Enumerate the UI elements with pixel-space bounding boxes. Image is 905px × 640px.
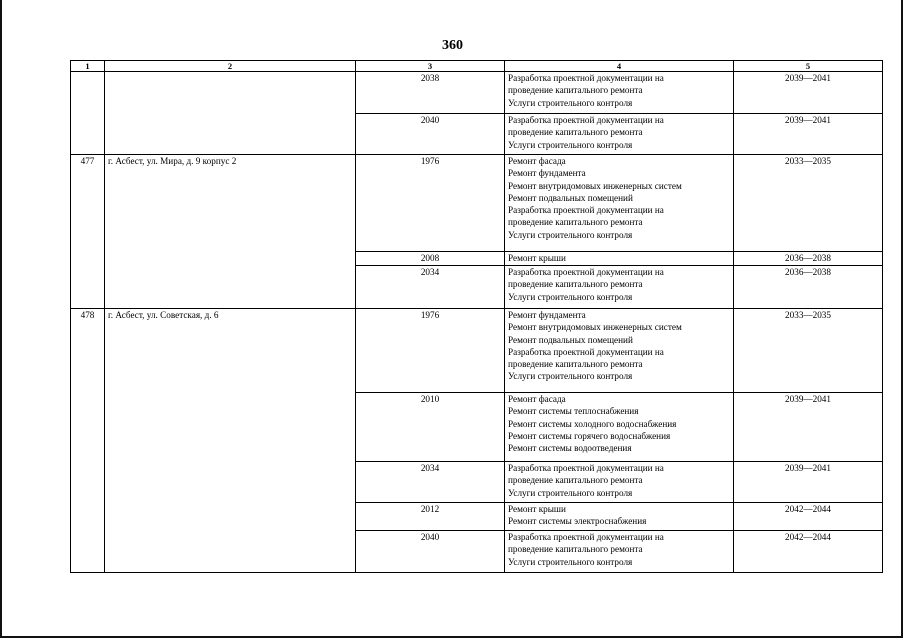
work-item: проведение капитального ремонта	[508, 127, 643, 138]
work-item: Ремонт фасада	[508, 394, 566, 404]
work-item: Разработка проектной документации на	[508, 463, 664, 473]
work-item: Ремонт крыши	[508, 504, 566, 514]
work-item: Ремонт системы горячего водоснабжения	[508, 430, 671, 441]
work-item: Ремонт фундамента	[508, 168, 586, 179]
work-item: Ремонт системы теплоснабжения	[508, 406, 639, 417]
row-number-cell: 477	[71, 155, 105, 309]
work-item: проведение капитального ремонта	[508, 475, 643, 486]
work-item: Ремонт системы электроснабжения	[508, 516, 647, 527]
address-cell: г. Асбест, ул. Мира, д. 9 корпус 2	[105, 155, 356, 309]
table-row	[71, 309, 883, 393]
work-item: Ремонт системы водоотведения	[508, 443, 632, 454]
address-cell: г. Асбест, ул. Советская, д. 6	[105, 309, 356, 573]
work-item: Ремонт внутридомовых инженерных систем	[508, 322, 682, 333]
period-cell: 2036—2038	[734, 252, 883, 266]
year-cell: 2012	[356, 503, 505, 531]
period-cell: 2036—2038	[734, 266, 883, 309]
year-cell: 2040	[356, 531, 505, 573]
year-cell: 2034	[356, 266, 505, 309]
work-item: Ремонт внутридомовых инженерных систем	[508, 180, 682, 191]
work-item: Услуги строительного контроля	[508, 97, 633, 108]
period-cell: 2039—2041	[734, 393, 883, 462]
work-item: Разработка проектной документации на	[508, 73, 664, 83]
works-cell	[505, 503, 734, 531]
period-cell: 2039—2041	[734, 72, 883, 114]
work-item: Ремонт подвальных помещений	[508, 192, 633, 203]
period-cell: 2039—2041	[734, 462, 883, 503]
table-row	[71, 72, 883, 114]
header-row	[71, 61, 883, 72]
works-cell	[505, 531, 734, 573]
year-cell: 2008	[356, 252, 505, 266]
work-item: проведение капитального ремонта	[508, 279, 643, 290]
column-header: 5	[734, 61, 883, 72]
repair-schedule-table	[70, 60, 883, 573]
work-item: Ремонт фасада	[508, 156, 566, 166]
year-cell: 2010	[356, 393, 505, 462]
work-item: Услуги строительного контроля	[508, 487, 633, 498]
work-item: проведение капитального ремонта	[508, 359, 643, 370]
period-cell: 2039—2041	[734, 114, 883, 155]
period-cell: 2033—2035	[734, 309, 883, 393]
year-cell: 1976	[356, 309, 505, 393]
work-item: Ремонт подвальных помещений	[508, 334, 633, 345]
work-item: Ремонт крыши	[508, 253, 566, 263]
period-cell: 2042—2044	[734, 503, 883, 531]
works-cell	[505, 114, 734, 155]
work-item: Ремонт системы холодного водоснабжения	[508, 418, 677, 429]
row-number-cell: 478	[71, 309, 105, 573]
work-item: Разработка проектной документации на	[508, 532, 664, 542]
table-row	[71, 155, 883, 252]
address-cell	[105, 72, 356, 155]
work-item: Услуги строительного контроля	[508, 229, 633, 240]
column-header: 4	[505, 61, 734, 72]
works-cell	[505, 266, 734, 309]
work-item: проведение капитального ремонта	[508, 85, 643, 96]
column-header: 2	[105, 61, 356, 72]
work-item: Услуги строительного контроля	[508, 139, 633, 150]
work-item: Разработка проектной документации на	[508, 205, 664, 216]
year-cell: 2034	[356, 462, 505, 503]
works-cell	[505, 462, 734, 503]
work-item: проведение капитального ремонта	[508, 544, 643, 555]
work-item: Разработка проектной документации на	[508, 267, 664, 277]
row-number-cell	[71, 72, 105, 155]
year-cell: 2040	[356, 114, 505, 155]
year-cell: 1976	[356, 155, 505, 252]
work-item: Ремонт фундамента	[508, 310, 586, 320]
works-cell	[505, 252, 734, 266]
page-number: 360	[442, 38, 463, 53]
work-item: Разработка проектной документации на	[508, 115, 664, 125]
works-cell	[505, 309, 734, 393]
work-item: Услуги строительного контроля	[508, 291, 633, 302]
work-item: Услуги строительного контроля	[508, 556, 633, 567]
works-cell	[505, 72, 734, 114]
column-header: 3	[356, 61, 505, 72]
column-header: 1	[71, 61, 105, 72]
work-item: Разработка проектной документации на	[508, 346, 664, 357]
year-cell: 2038	[356, 72, 505, 114]
works-cell	[505, 393, 734, 462]
works-cell	[505, 155, 734, 252]
work-item: Услуги строительного контроля	[508, 371, 633, 382]
period-cell: 2033—2035	[734, 155, 883, 252]
period-cell: 2042—2044	[734, 531, 883, 573]
work-item: проведение капитального ремонта	[508, 217, 643, 228]
